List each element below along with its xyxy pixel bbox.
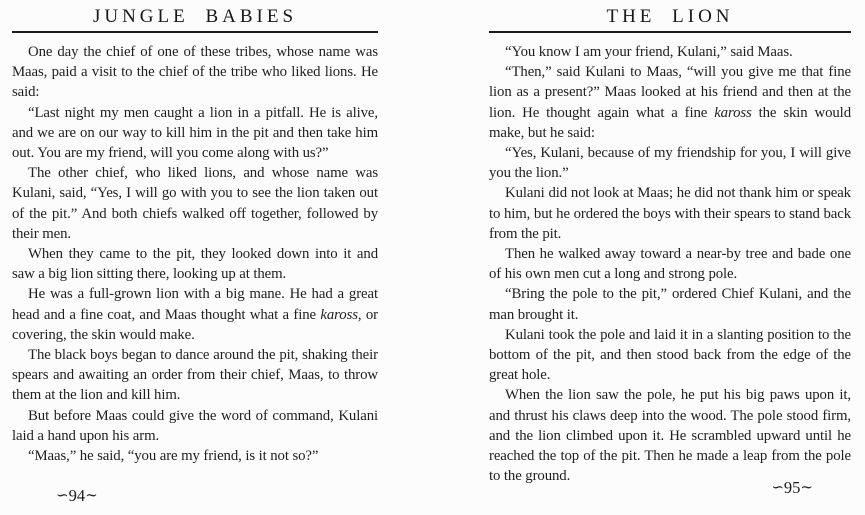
folio-number: 95 xyxy=(783,478,801,497)
right-page-number xyxy=(771,478,813,498)
text-run: “Yes, Kulani, because of my friendship for you, I will give you the lion.” xyxy=(489,145,851,182)
paragraph xyxy=(12,406,378,446)
paragraph xyxy=(489,284,851,324)
paragraph xyxy=(489,244,851,284)
paragraph xyxy=(12,446,378,466)
paragraph xyxy=(12,244,378,284)
text-run: “Bring the pole to the pit,” ordered Chief Kulani, and the man brought it. xyxy=(489,286,851,323)
folio-ornament-right: ∼ xyxy=(85,488,98,504)
folio-ornament-right: ∼ xyxy=(800,480,813,496)
italic-text-run: kaross xyxy=(714,104,752,121)
paragraph xyxy=(489,42,851,62)
left-running-head: JUNGLE BABIES xyxy=(92,6,298,27)
text-run: The other chief, who liked lions, and whose name was Kulani, said, “Yes, I will go with you to see the lion taken out of the pit.” And both chiefs walked off together, followed by their men. xyxy=(12,165,378,242)
folio-ornament-left: ∽ xyxy=(56,488,69,504)
text-run: One day the chief of one of these tribes, whose name was Maas, paid a visit to the chief of the tribe who liked lions. He said: xyxy=(12,44,378,101)
text-run: , or covering, the skin would make. xyxy=(12,306,378,343)
right-header-rule xyxy=(489,31,851,33)
left-page-text xyxy=(12,42,378,466)
paragraph xyxy=(489,385,851,486)
text-run: “Then,” said Kulani to Maas, “will you give me that fine lion as a present?” Maas looked at his friend and then at the lion. He thought again what a fine xyxy=(489,64,851,121)
paragraph xyxy=(489,183,851,244)
paragraph xyxy=(489,325,851,386)
page-right xyxy=(489,6,851,511)
text-run: “Maas,” he said, “you are my friend, is it not so?” xyxy=(28,448,319,465)
text-run: Then he walked away toward a near-by tree and bade one of his own men cut a long and strong pole. xyxy=(489,246,851,283)
text-run: He was a full-grown lion with a big mane. He had a great head and a fine coat, and Maas thought what a fine xyxy=(12,286,378,323)
paragraph xyxy=(12,284,378,345)
text-run: Kulani did not look at Maas; he did not thank him or speak to him, but he ordered the boys with their spears to stand back from the pit. xyxy=(489,185,851,242)
text-run: When the lion saw the pole, he put his big paws upon it, and thrust his claws deep into the wood. The pole stood firm, and the lion climbed upon it. He scrambled upward until he reached the top of the pit. Then he made a leap from the pole to the ground. xyxy=(489,387,851,485)
text-run: The black boys began to dance around the pit, shaking their spears and awaiting an order from their chief, Maas, to throw them at the lion and kill him. xyxy=(12,347,378,404)
folio-number: 94 xyxy=(68,486,86,505)
text-run: the skin would make, but he said: xyxy=(489,104,851,141)
left-page-number xyxy=(56,486,98,506)
left-header-rule xyxy=(12,31,378,33)
right-page-text xyxy=(489,42,851,486)
paragraph xyxy=(12,103,378,164)
paragraph xyxy=(489,143,851,183)
text-run: When they came to the pit, they looked down into it and saw a big lion sitting there, looking up at them. xyxy=(12,246,378,283)
text-run: But before Maas could give the word of command, Kulani laid a hand upon his arm. xyxy=(12,407,378,444)
text-run: “You know I am your friend, Kulani,” said Maas. xyxy=(505,44,793,60)
right-running-head: THE LION xyxy=(606,6,734,27)
folio-ornament-left: ∽ xyxy=(771,480,784,496)
text-run: “Last night my men caught a lion in a pitfall. He is alive, and we are on our way to kill him in the pit and then take him out. You are my friend, will you come along with us?” xyxy=(12,104,378,162)
paragraph xyxy=(489,62,851,143)
italic-text-run: kaross xyxy=(320,306,358,323)
paragraph xyxy=(12,163,378,244)
paragraph xyxy=(12,42,378,103)
page-left xyxy=(12,6,378,511)
paragraph xyxy=(12,345,378,406)
text-run: Kulani took the pole and laid it in a slanting position to the bottom of the pit, and then stood back from the edge of the great hole. xyxy=(489,326,851,384)
